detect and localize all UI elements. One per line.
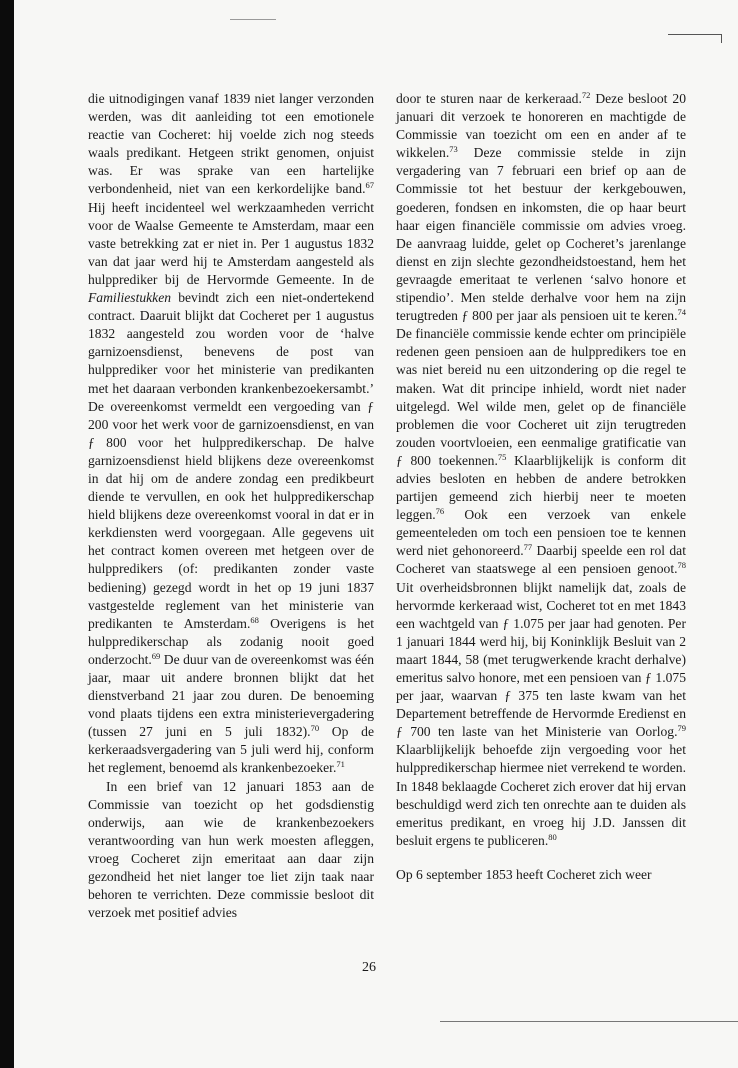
footnote-ref-75: 75 <box>497 451 507 462</box>
footnote-ref-76: 76 <box>435 506 445 517</box>
top-rule-right-tick <box>721 34 722 43</box>
right-paragraph-2: Op 6 september 1853 heeft Cocheret zich weer <box>396 866 652 882</box>
italic-title: Familiestukken <box>88 290 172 306</box>
binding-edge <box>0 0 14 1068</box>
footnote-ref-67: 67 <box>365 180 374 191</box>
footnote-ref-72: 72 <box>581 90 591 100</box>
left-column <box>88 90 374 922</box>
footnote-ref-73: 73 <box>449 144 458 155</box>
footnote-ref-79: 79 <box>677 723 686 734</box>
left-paragraph-2: In een brief van 12 januari 1853 aan de Commissie van toezicht op het godsdienstig onderwijs, aan wie de krankenbezoekers verantwoording van hun werk moesten afleggen, vroeg Cocheret zijn emeritaat aan daar zijn gezondheid het niet langer toe liet zijn taak naar behoren te verrichten. Deze commissie besloot dit verzoek met positief advies <box>88 778 374 921</box>
right-column <box>396 90 686 884</box>
footnote-ref-68: 68 <box>250 614 259 625</box>
footnote-ref-80: 80 <box>548 831 557 842</box>
top-rule-right <box>668 34 722 35</box>
footnote-ref-78: 78 <box>677 560 686 571</box>
bottom-rule-right <box>440 1021 738 1022</box>
footnote-ref-77: 77 <box>523 542 533 553</box>
right-paragraph-1: door te sturen naar de kerkeraad.$^{72}$ Deze besloot 20 januari dit verzoek te honoreren en machtigde de Commissie van toezicht om een en ander af te wikkelen.$^{73}$ Deze commissie stelde in zijn vergadering van 7 februari een brief op aan de Commissie tot het bestuur der kerkgebouwen, goederen, fondsen en inkomsten, die op haar beurt haar eigen financiële commissie om advies vroeg. De aanvraag luidde, gelet op Cocheret’s jarenlange dienst en zijn slechte gezondheidstoestand, hem het gevraagde emeritaat te verlenen ‘salvo honore et stipendio’. Men stelde derhalve voor hem na zijn terugtreden ƒ 800 per jaar als pensioen uit te keren.$^{74}$ De financiële commissie kende echter om principiële redenen geen pensioen aan de hulppredikers toe en was niet bereid nu een uitzondering op die regel te maken. Wat dit principe inhield, wordt niet nader uitgelegd. Wel wilde men, gelet op de financiële problemen die voor Cocheret uit zijn terugtreden zouden voortvloeien, een eenmalige gratificatie van ƒ 800 toekennen.$^{75}$ Klaarblijkelijk is conform dit advies besloten en hebben de andere betrokken partijen gemeend zich hierbij neer te moeten leggen.$^{76}$ Ook een verzoek van enkele gemeenteleden om toch een pensioen toe te kennen werd niet gehonoreerd.$^{77}$ Daarbij speelde een rol dat Cocheret van staatswege al een pensioen genoot.$^{78}$ Uit overheidsbronnen blijkt namelijk dat, zoals de hervormde kerkeraad wist, Cocheret tot en met 1843 een wachtgeld van ƒ 1.075 per jaar had genoten. Per 1 januari 1844 werd hij, bij Koninklijk Besluit van 2 maart 1844, 58 (met terugwerkende kracht derhalve) emeritus salvo honore, met een pensioen van ƒ 1.075 per jaar, waarvan ƒ 375 ten laste kwam van het Departement betreffende de Hervormde Eredienst en ƒ 700 ten laste van het Ministerie van Oorlog.$^{79}$ Klaarblijkelijk behoefde zijn vergoeding voor het hulppredikerschap hiermee niet verrekend te worden. In 1848 beklaagde Cocheret zich erover dat hij ervan beschuldigd werd zich ten onrechte aan te duiden als emeritus predikant, en vroeg hij J.D. Janssen dit besluit ergens te publiceren.$^{80}$ <box>396 90 686 848</box>
footnote-ref-71: 71 <box>336 759 345 770</box>
footnote-ref-74: 74 <box>677 307 686 318</box>
footnote-ref-69: 69 <box>151 650 161 661</box>
page-number: 26 <box>362 960 376 975</box>
top-rule-left <box>230 19 276 20</box>
footnote-ref-70: 70 <box>310 723 320 734</box>
left-paragraph-1: die uitnodigingen vanaf 1839 niet langer verzonden werden, was dit aanleiding tot een emotionele reactie van Cocheret: hij voelde zich nog steeds waals predikant. Hetgeen strikt genomen, onjuist was. Er was sprake van een hartelijke verbondenheid, niet van een kerkordelijke band.$^{67}$ Hij heeft incidenteel wel werkzaamheden verricht voor de Waalse Gemeente te Amsterdam, maar een vaste betrekking zat er niet in. Per 1 augustus 1832 van dat jaar werd hij te Amsterdam aangesteld als hulpprediker bij de Hervormde Gemeente. In de Familiestukken bevindt zich een niet-ondertekend contract. Daaruit blijkt dat Cocheret per 1 augustus 1832 aangesteld zou worden voor de ‘halve garnizoensdienst, benevens de post van hulpprediker voor het ministerie van predikanten met het daaraan verbonden krankenbezoekersambt.’ De overeenkomst vermeldt een vergoeding van ƒ 200 voor het werk voor de garnizoensdienst, en van ƒ 800 voor het hulppredikerschap. De halve garnizoensdienst hield blijkens deze overeenkomst in dat hij om de andere zondag een predikbeurt diende te vervullen, en ook het hulppredikerschap hield blijkens deze overeenkomst vooral in dat er in kerkdiensten werd voorgegaan. Alle gegevens uit het contract komen overeen met hetgeen over de hulppredikers (of: predikanten zonder vaste bediening) gezegd wordt in het op 19 juni 1837 vastgestelde reglement van het ministerie van predikanten te Amsterdam.$^{68}$ Overigens is het hulppredikerschap als zodanig nooit goed onderzocht.$^{69}$ De duur van de overeenkomst was één jaar, maar uit andere bronnen blijkt dat het dienstverband 21 jaar zou duren. De benoeming vond plaats tijdens een extra ministerievergadering (tussen 27 juni en 5 juli 1832).$^{70}$ Op de kerkeraadsvergadering van 5 juli werd hij, conform het reglement, benoemd als krankenbezoeker.$^{71}$ <box>88 91 374 776</box>
